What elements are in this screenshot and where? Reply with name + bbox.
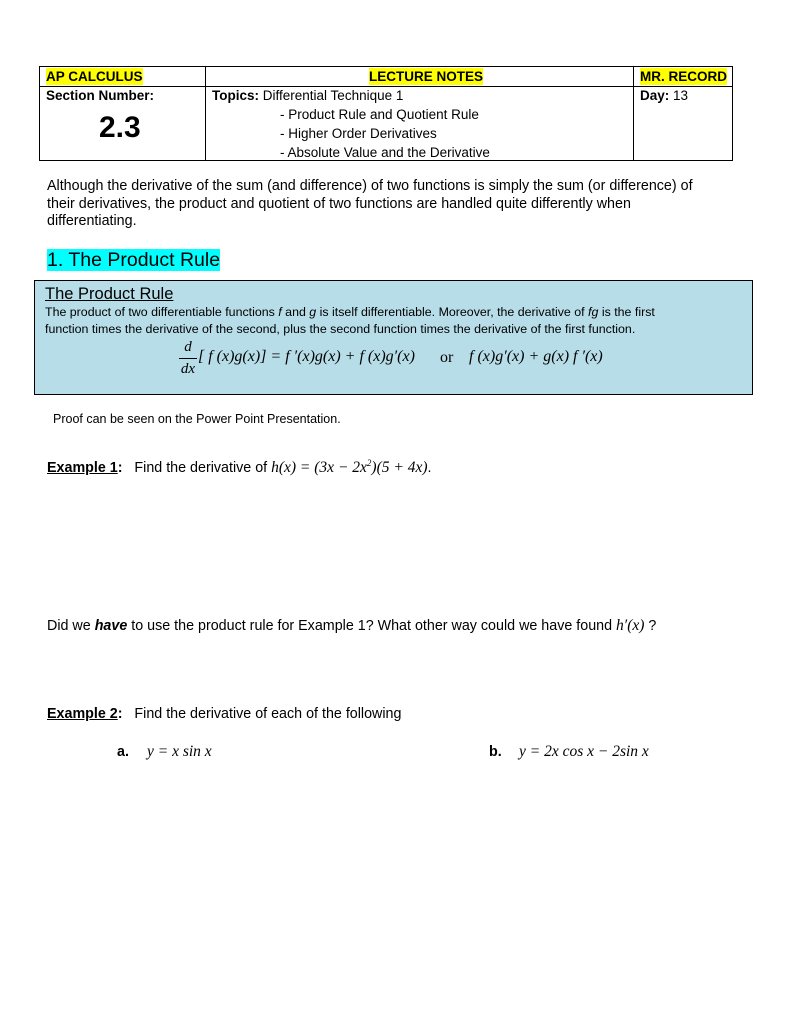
expr-sup: 2 [366,458,372,468]
part-a-label: a. [117,744,129,760]
question-emphasis: have [94,618,128,634]
example-1 [47,455,431,477]
frac-numerator: d [184,339,192,355]
example-1-expression [271,459,427,476]
example-2-label: Example 2 [47,706,118,722]
notes-type: LECTURE NOTES [369,69,484,84]
derivative-operator [179,339,197,378]
topic-item: - Absolute Value and the Derivative [280,145,490,160]
example-2-text: Find the derivative of each of the following [134,706,402,722]
example-2-colon: : [117,706,123,722]
section-label: Section Number: [46,88,155,103]
formula-alternate: f (x)g′(x) + g(x) f ′(x) [469,348,603,365]
example-2 [47,706,401,723]
example-1-label: Example 1 [47,460,118,477]
formula-lhs: [ f (x)g(x)] [198,348,267,365]
proof-note: Proof can be seen on the Power Point Presentation. [53,412,341,426]
section-heading-text: 1. The Product Rule [47,249,221,271]
period: . [427,460,432,477]
topics-label: Topics: [212,88,259,103]
part-b-label: b. [489,744,502,760]
expr-part: )(5 + 4x) [371,459,428,477]
example-1-colon: : [117,460,123,477]
topic-item: - Higher Order Derivatives [280,126,437,141]
product-rule-formula [198,348,415,366]
part-a-expression: y = x sin x [147,743,212,760]
example-1-text: Find the derivative of [134,460,272,477]
question-expression: h′(x) [616,617,645,634]
intro-paragraph [47,178,747,231]
product-rule-box [34,280,753,395]
intro-line: differentiating. [47,213,137,229]
part-b-expression: y = 2x cos x − 2sin x [519,743,649,760]
day-number: 13 [673,88,689,103]
teacher-name: MR. RECORD [640,69,727,84]
day-line [640,87,688,104]
section-heading [47,249,220,272]
topics-line [212,87,403,104]
formula-or: or [440,349,454,366]
intro-line: Although the derivative of the sum (and difference) of two functions is simply the sum (or difference) of [47,178,693,194]
formula-rhs: = f ′(x)g(x) + f (x)g′(x) [266,348,415,365]
rule-desc-var: fg [588,305,599,319]
question-line [47,617,656,635]
rule-desc-var: g [309,305,317,319]
question-text: ? [644,618,657,634]
question-text: to use the product rule for Example 1? What other way could we have found [127,618,617,634]
topic-item: - Product Rule and Quotient Rule [280,107,479,122]
rule-description [45,304,745,337]
rule-desc-text: function times the derivative of the second, plus the second function times the derivative of the first function. [45,321,636,336]
rule-title: The Product Rule [45,285,174,303]
section-number: 2.3 [99,111,141,144]
column-divider [205,67,206,160]
expr-part: h(x) = (3x − 2x [271,459,367,477]
rule-desc-text: and [281,305,310,319]
column-divider [633,67,634,160]
rule-desc-var: f [278,305,282,319]
day-label: Day: [640,88,670,103]
header-table [39,66,733,161]
topics-title: Differential Technique 1 [262,88,404,103]
frac-denominator: dx [180,361,196,377]
rule-desc-text: is itself differentiable. Moreover, the derivative of [316,305,589,319]
rule-desc-text: is the first [598,305,655,319]
rule-desc-text: The product of two differentiable functions [45,305,279,319]
intro-line: their derivatives, the product and quotient of two functions are handled quite differently when [47,195,631,212]
question-text: Did we [47,618,95,634]
course-name: AP CALCULUS [46,69,143,84]
